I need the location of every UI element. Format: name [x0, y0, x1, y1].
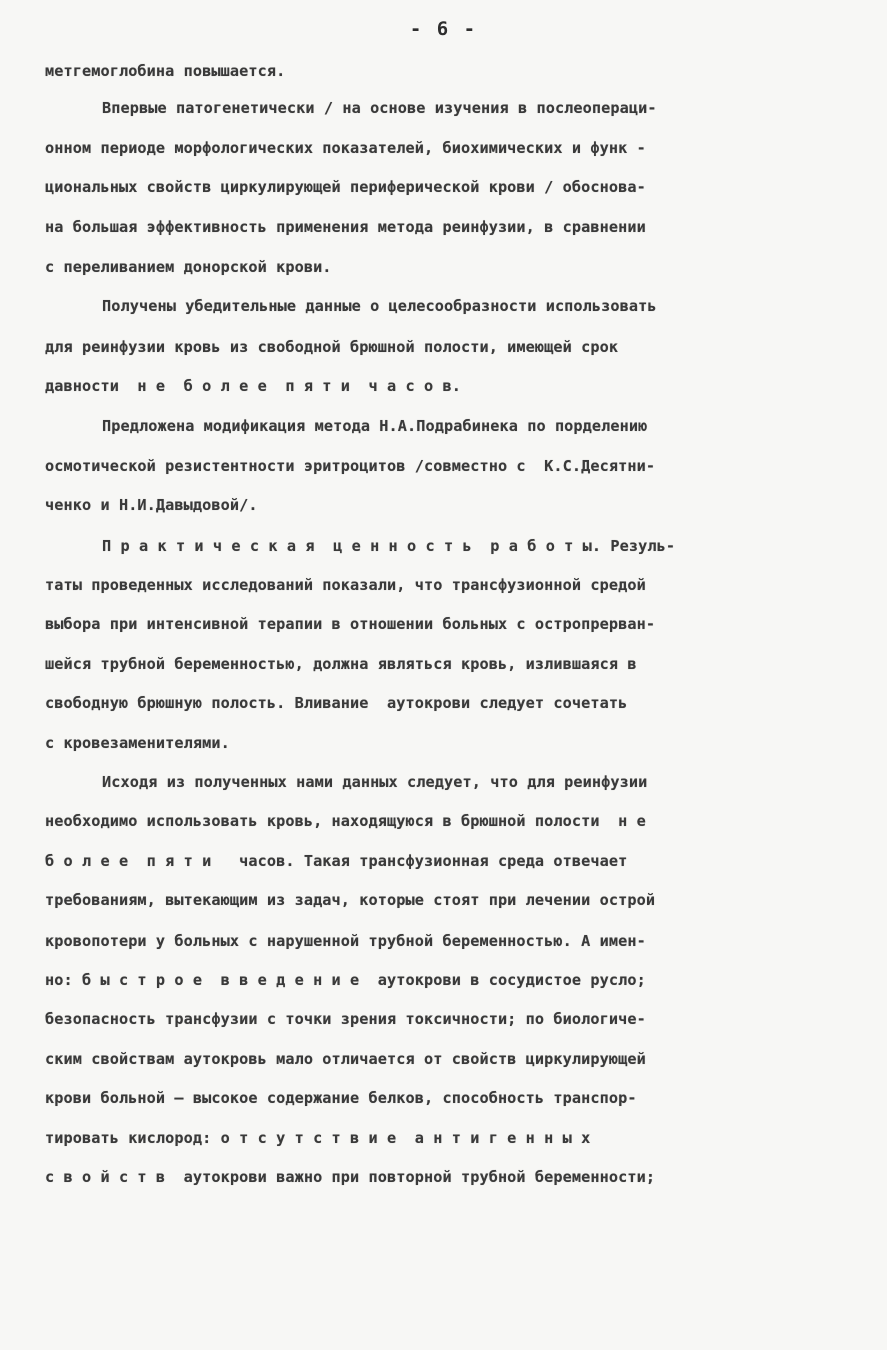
text-line-21: б о л е е п я т и часов. Такая трансфузионная среда отвечает	[45, 852, 628, 870]
text-line-25: безопасность трансфузии с точки зрения токсичности; по биологиче-	[45, 1010, 646, 1028]
text-line-7: Получены убедительные данные о целесообразности использовать	[102, 297, 657, 315]
text-line-22: требованиям, вытекающим из задач, которые стоят при лечении острой	[45, 891, 656, 909]
text-line-3: онном периоде морфологических показателей, биохимических и функ -	[45, 139, 646, 157]
text-line-9: давности н е б о л е е п я т и ч а с о в.	[45, 377, 461, 395]
text-line-20: необходимо использовать кровь, находящуюся в брюшной полости н е	[45, 812, 646, 830]
text-line-10: Предложена модификация метода Н.А.Подрабинека по порделению	[102, 417, 648, 435]
text-line-13: П р а к т и ч е с к а я ц е н н о с т ь р а б о т ы. Резуль-	[102, 537, 676, 555]
text-line-17: свободную брюшную полость. Вливание аутокрови следует сочетать	[45, 694, 628, 712]
text-line-24: но: б ы с т р о е в в е д е н и е аутокрови в сосудистое русло;	[45, 971, 646, 989]
text-line-8: для реинфузии кровь из свободной брюшной полости, имеющей срок	[45, 338, 619, 356]
text-line-23: кровопотери у больных с нарушенной трубной беременностью. А имен-	[45, 932, 646, 950]
text-line-18: с кровезаменителями.	[45, 734, 230, 752]
text-line-4: циональных свойств циркулирующей периферической крови / обоснова-	[45, 178, 646, 196]
page-number: - 6 -	[409, 18, 478, 40]
text-line-19: Исходя из полученных нами данных следует, что для реинфузии	[102, 773, 648, 791]
text-line-29: с в о й с т в аутокрови важно при повторной трубной беременности;	[45, 1168, 656, 1186]
text-line-12: ченко и Н.И.Давыдовой/.	[45, 496, 258, 514]
text-line-15: выбора при интенсивной терапии в отношении больных с остропрерван-	[45, 615, 656, 633]
text-line-6: с переливанием донорской крови.	[45, 258, 332, 276]
text-line-5: на большая эффективность применения метода реинфузии, в сравнении	[45, 218, 646, 236]
text-line-16: шейся трубной беременностью, должна являться кровь, излившаяся в	[45, 655, 637, 673]
text-line-27: крови больной – высокое содержание белков, способность транспор-	[45, 1089, 637, 1107]
text-line-11: осмотической резистентности эритроцитов /совместно с К.С.Десятни-	[45, 457, 656, 475]
text-line-1: метгемоглобина повышается.	[45, 62, 286, 80]
text-line-26: ским свойствам аутокровь мало отличается от свойств циркулирующей	[45, 1050, 646, 1068]
text-line-28: тировать кислород: о т с у т с т в и е а н т и г е н н ы х	[45, 1129, 591, 1147]
text-line-2: Впервые патогенетически / на основе изучения в послеопераци-	[102, 99, 657, 117]
text-line-14: таты проведенных исследований показали, что трансфузионной средой	[45, 576, 646, 594]
